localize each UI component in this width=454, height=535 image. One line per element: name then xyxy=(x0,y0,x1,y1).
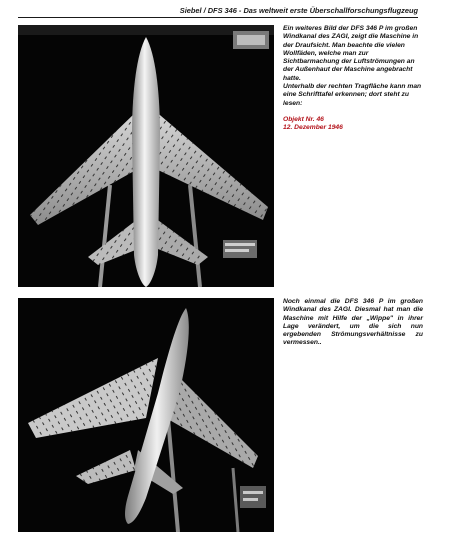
running-title: Siebel / DFS 346 - Das weltweit erste Überschallforschungsflugzeug xyxy=(179,6,418,15)
header-rule xyxy=(18,17,418,18)
wind-tunnel-photo-top-view xyxy=(18,25,274,287)
page-header xyxy=(18,5,418,18)
aircraft-tilted-view-image xyxy=(18,298,274,532)
caption-photo-2 xyxy=(283,298,423,348)
aircraft-top-view-image xyxy=(18,25,274,287)
object-date: 12. Dezember 1946 xyxy=(283,124,343,132)
caption-photo-1 xyxy=(283,25,423,133)
caption-2-text: Noch einmal die DFS 346 P im großen Windkanal des ZAGI. Diesmal hat man die Maschine mit Hilfe der „Wippe" in ihrer Lage verändert, um die sich nun ergebenden Strömungsverhältnisse zu vermessen.. xyxy=(283,298,423,347)
caption-1-paragraph-1: Ein weiteres Bild der DFS 346 P im großen Windkanal des ZAGI, zeigt die Maschine in der Draufsicht. Man beachte die vielen Wollfäden, welche man zur Sichtbarmachung der Luftströmungen an der Außenhaut der Maschine angebracht hatte. xyxy=(283,25,419,82)
wind-tunnel-photo-tilted-view xyxy=(18,298,274,532)
caption-1-paragraph-2: Unterhalb der rechten Tragfläche kann man eine Schrifttafel erkennen; dort steht zu lesen: xyxy=(283,83,422,107)
object-number: Objekt Nr. 46 xyxy=(283,115,324,123)
